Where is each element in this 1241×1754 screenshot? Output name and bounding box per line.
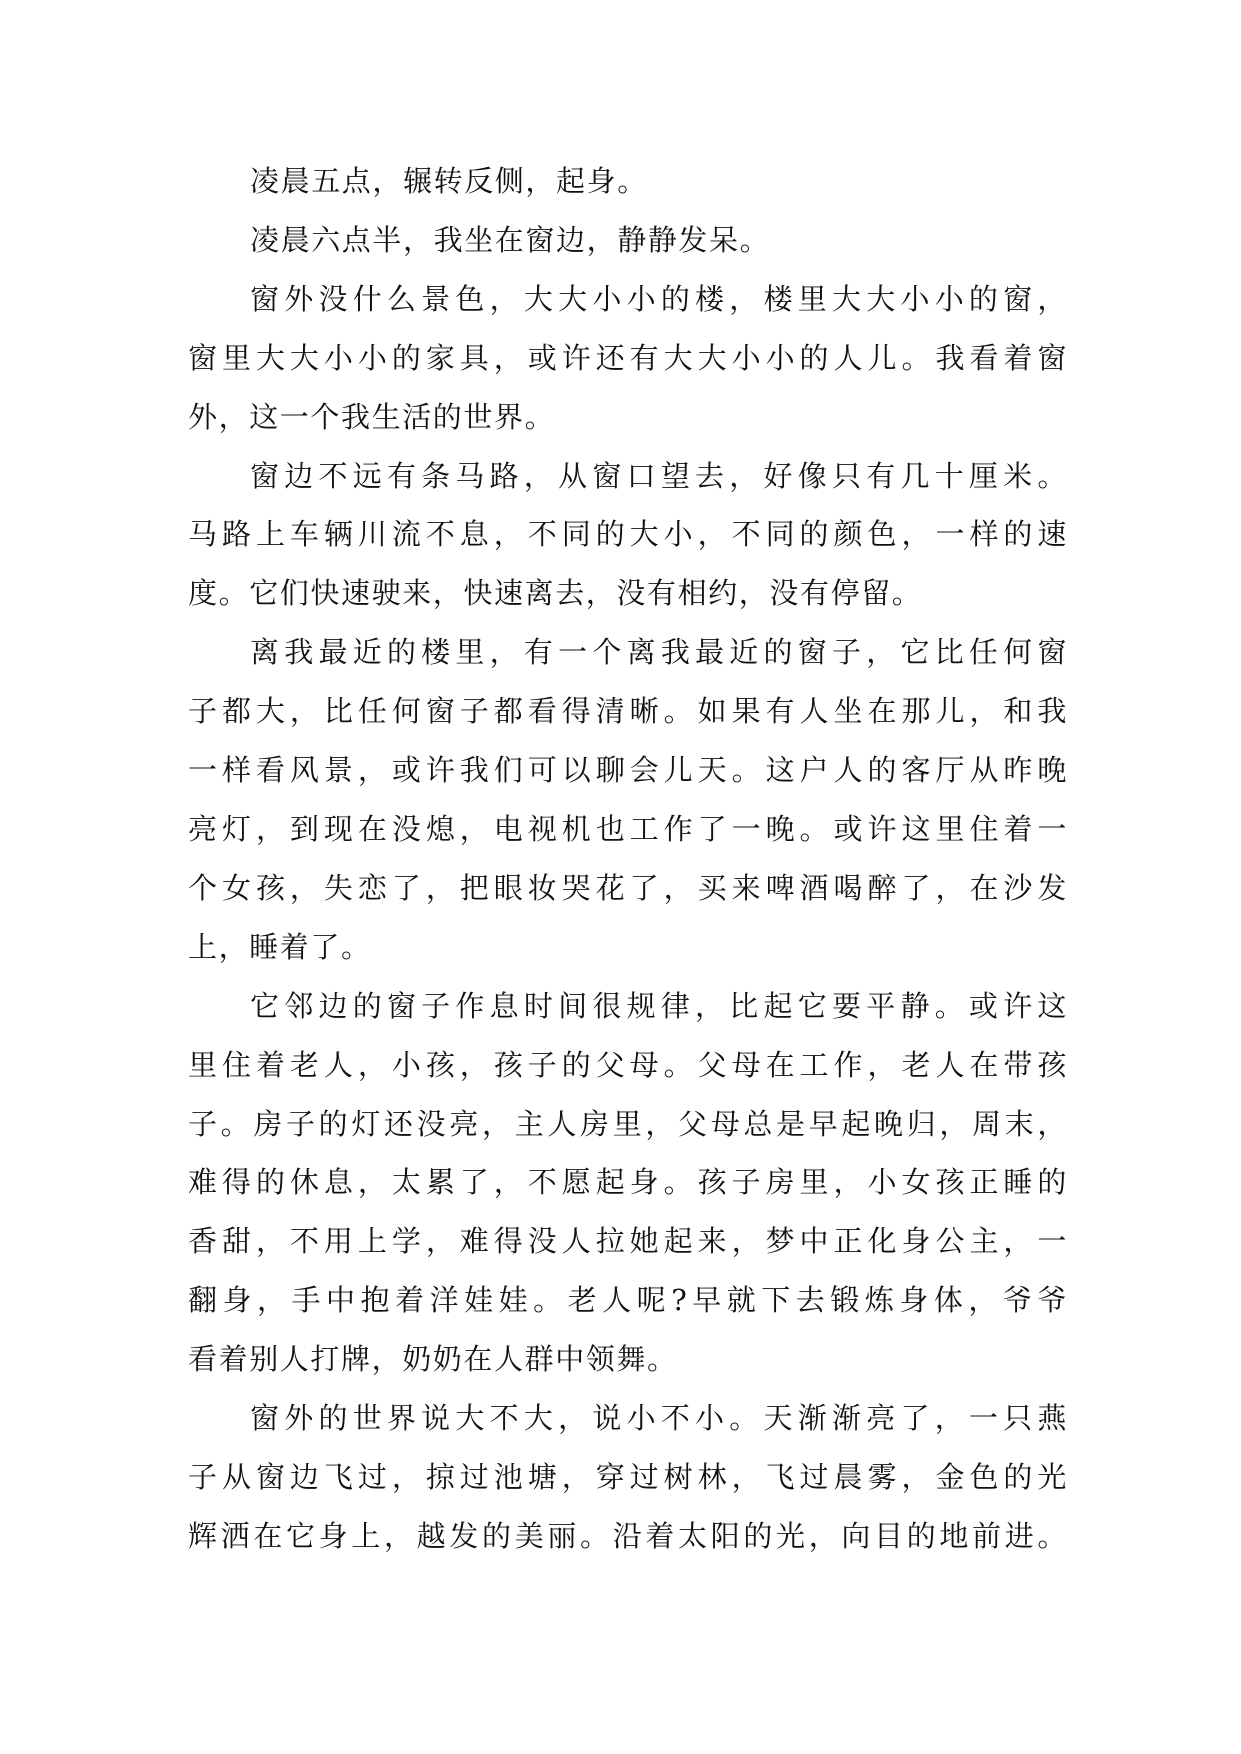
document-body	[188, 152, 1068, 1566]
paragraph-line: 辉洒在它身上，越发的美丽。沿着太阳的光，向目的地前进。	[188, 1518, 1068, 1553]
paragraph-5	[188, 623, 1068, 976]
paragraph-line: 亮灯，到现在没熄，电视机也工作了一晚。或许这里住着一	[188, 811, 1068, 846]
paragraph-line: 外，这一个我生活的世界。	[188, 399, 556, 434]
paragraph-7	[188, 1389, 1068, 1566]
paragraph-line: 子从窗边飞过，掠过池塘，穿过树林，飞过晨雾，金色的光	[188, 1459, 1068, 1494]
paragraph-line: 窗外的世界说大不大，说小不小。天渐渐亮了，一只燕	[250, 1401, 1068, 1436]
paragraph-line: 子。房子的灯还没亮，主人房里，父母总是早起晚归，周末，	[188, 1106, 1068, 1141]
paragraph-6	[188, 977, 1068, 1389]
paragraph-line: 难得的休息，太累了，不愿起身。孩子房里，小女孩正睡的	[188, 1165, 1068, 1200]
paragraph-line: 看着别人打牌，奶奶在人群中领舞。	[188, 1342, 678, 1377]
paragraph-line: 一样看风景，或许我们可以聊会儿天。这户人的客厅从昨晚	[188, 753, 1068, 788]
paragraph-1	[188, 152, 1068, 211]
paragraph-line: 窗外没什么景色，大大小小的楼，楼里大大小小的窗，	[250, 281, 1068, 316]
paragraph-line: 上，睡着了。	[188, 929, 372, 964]
paragraph-line: 凌晨五点，辗转反侧，起身。	[250, 164, 648, 198]
paragraph-4	[188, 447, 1068, 624]
paragraph-line: 凌晨六点半，我坐在窗边，静静发呆。	[250, 222, 771, 257]
paragraph-2	[188, 211, 1068, 270]
paragraph-line: 窗边不远有条马路，从窗口望去，好像只有几十厘米。	[250, 458, 1068, 493]
paragraph-line: 窗里大大小小的家具，或许还有大大小小的人儿。我看着窗	[188, 340, 1068, 375]
paragraph-line: 马路上车辆川流不息，不同的大小，不同的颜色，一样的速	[188, 517, 1068, 552]
paragraph-line: 度。它们快速驶来，快速离去，没有相约，没有停留。	[188, 576, 923, 611]
paragraph-line: 个女孩，失恋了，把眼妆哭花了，买来啤酒喝醉了，在沙发	[188, 870, 1068, 905]
paragraph-line: 离我最近的楼里，有一个离我最近的窗子，它比任何窗	[250, 635, 1068, 670]
paragraph-line: 子都大，比任何窗子都看得清晰。如果有人坐在那儿，和我	[188, 694, 1068, 729]
paragraph-line: 它邻边的窗子作息时间很规律，比起它要平静。或许这	[250, 988, 1068, 1023]
paragraph-line: 香甜，不用上学，难得没人拉她起来，梦中正化身公主，一	[188, 1224, 1068, 1259]
paragraph-3	[188, 270, 1068, 447]
paragraph-line: 翻身，手中抱着洋娃娃。老人呢?早就下去锻炼身体，爷爷	[188, 1283, 1068, 1318]
paragraph-line: 里住着老人，小孩，孩子的父母。父母在工作，老人在带孩	[188, 1047, 1068, 1082]
